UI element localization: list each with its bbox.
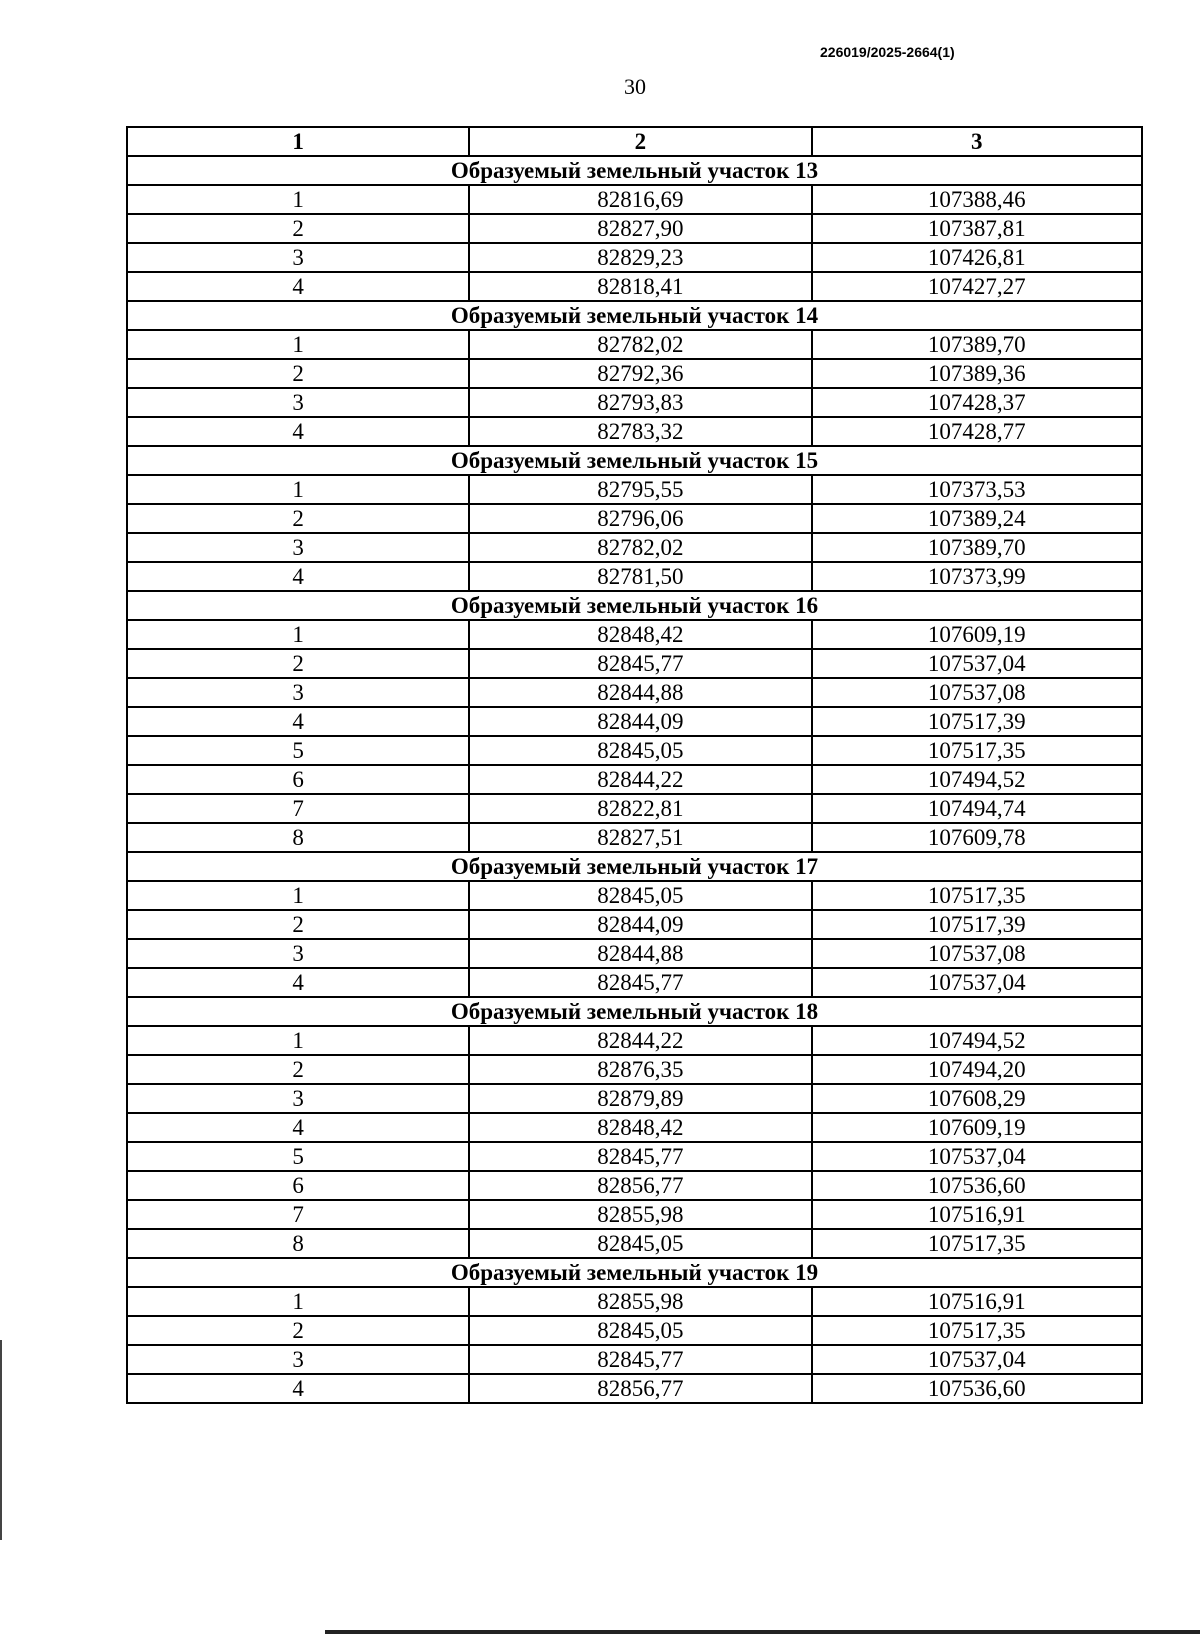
section-title: Образуемый земельный участок 15 (127, 446, 1142, 475)
table-row (127, 1200, 1142, 1229)
x-coordinate-cell: 82818,41 (469, 272, 811, 301)
point-number-cell: 4 (127, 968, 469, 997)
table-row (127, 794, 1142, 823)
table-row (127, 1171, 1142, 1200)
x-coordinate-cell: 82844,22 (469, 765, 811, 794)
y-coordinate-cell: 107517,35 (812, 1316, 1142, 1345)
point-number-cell: 1 (127, 185, 469, 214)
x-coordinate-cell: 82795,55 (469, 475, 811, 504)
y-coordinate-cell: 107373,53 (812, 475, 1142, 504)
y-coordinate-cell: 107609,78 (812, 823, 1142, 852)
table-row (127, 185, 1142, 214)
section-header-row (127, 301, 1142, 330)
point-number-cell: 3 (127, 939, 469, 968)
x-coordinate-cell: 82782,02 (469, 533, 811, 562)
table-row (127, 968, 1142, 997)
point-number-cell: 1 (127, 881, 469, 910)
table-row (127, 1229, 1142, 1258)
y-coordinate-cell: 107387,81 (812, 214, 1142, 243)
x-coordinate-cell: 82781,50 (469, 562, 811, 591)
y-coordinate-cell: 107609,19 (812, 1113, 1142, 1142)
y-coordinate-cell: 107517,35 (812, 1229, 1142, 1258)
table-row (127, 881, 1142, 910)
table-row (127, 1287, 1142, 1316)
table-row (127, 272, 1142, 301)
x-coordinate-cell: 82845,05 (469, 736, 811, 765)
point-number-cell: 2 (127, 649, 469, 678)
table-row (127, 1345, 1142, 1374)
point-number-cell: 3 (127, 1345, 469, 1374)
point-number-cell: 4 (127, 707, 469, 736)
point-number-cell: 6 (127, 1171, 469, 1200)
point-number-cell: 3 (127, 533, 469, 562)
x-coordinate-cell: 82848,42 (469, 1113, 811, 1142)
point-number-cell: 1 (127, 475, 469, 504)
point-number-cell: 2 (127, 910, 469, 939)
x-coordinate-cell: 82793,83 (469, 388, 811, 417)
section-title: Образуемый земельный участок 13 (127, 156, 1142, 185)
y-coordinate-cell: 107536,60 (812, 1374, 1142, 1403)
point-number-cell: 4 (127, 562, 469, 591)
table-row (127, 707, 1142, 736)
y-coordinate-cell: 107494,52 (812, 765, 1142, 794)
table-header-row (127, 127, 1142, 156)
point-number-cell: 4 (127, 417, 469, 446)
section-title: Образуемый земельный участок 16 (127, 591, 1142, 620)
y-coordinate-cell: 107517,35 (812, 881, 1142, 910)
point-number-cell: 6 (127, 765, 469, 794)
column-header: 3 (812, 127, 1142, 156)
section-header-row (127, 997, 1142, 1026)
y-coordinate-cell: 107373,99 (812, 562, 1142, 591)
point-number-cell: 3 (127, 1084, 469, 1113)
x-coordinate-cell: 82879,89 (469, 1084, 811, 1113)
x-coordinate-cell: 82827,51 (469, 823, 811, 852)
y-coordinate-cell: 107517,39 (812, 910, 1142, 939)
x-coordinate-cell: 82845,05 (469, 1316, 811, 1345)
y-coordinate-cell: 107428,77 (812, 417, 1142, 446)
x-coordinate-cell: 82844,09 (469, 910, 811, 939)
x-coordinate-cell: 82796,06 (469, 504, 811, 533)
x-coordinate-cell: 82845,77 (469, 649, 811, 678)
table-row (127, 533, 1142, 562)
x-coordinate-cell: 82792,36 (469, 359, 811, 388)
table-row (127, 678, 1142, 707)
y-coordinate-cell: 107537,08 (812, 939, 1142, 968)
x-coordinate-cell: 82855,98 (469, 1287, 811, 1316)
table-row (127, 504, 1142, 533)
x-coordinate-cell: 82844,88 (469, 939, 811, 968)
x-coordinate-cell: 82845,77 (469, 1142, 811, 1171)
y-coordinate-cell: 107537,04 (812, 1142, 1142, 1171)
table-row (127, 330, 1142, 359)
x-coordinate-cell: 82782,02 (469, 330, 811, 359)
table-row (127, 388, 1142, 417)
table-row (127, 1055, 1142, 1084)
table-row (127, 765, 1142, 794)
y-coordinate-cell: 107426,81 (812, 243, 1142, 272)
section-header-row (127, 446, 1142, 475)
x-coordinate-cell: 82845,05 (469, 1229, 811, 1258)
table-row (127, 1084, 1142, 1113)
column-header: 1 (127, 127, 469, 156)
table-row (127, 243, 1142, 272)
table-row (127, 1113, 1142, 1142)
y-coordinate-cell: 107389,24 (812, 504, 1142, 533)
table-row (127, 823, 1142, 852)
y-coordinate-cell: 107517,35 (812, 736, 1142, 765)
point-number-cell: 3 (127, 388, 469, 417)
x-coordinate-cell: 82844,88 (469, 678, 811, 707)
x-coordinate-cell: 82845,77 (469, 1345, 811, 1374)
point-number-cell: 4 (127, 1113, 469, 1142)
section-title: Образуемый земельный участок 17 (127, 852, 1142, 881)
y-coordinate-cell: 107427,27 (812, 272, 1142, 301)
y-coordinate-cell: 107608,29 (812, 1084, 1142, 1113)
y-coordinate-cell: 107537,08 (812, 678, 1142, 707)
x-coordinate-cell: 82855,98 (469, 1200, 811, 1229)
y-coordinate-cell: 107494,74 (812, 794, 1142, 823)
y-coordinate-cell: 107389,70 (812, 533, 1142, 562)
y-coordinate-cell: 107494,52 (812, 1026, 1142, 1055)
y-coordinate-cell: 107537,04 (812, 1345, 1142, 1374)
y-coordinate-cell: 107609,19 (812, 620, 1142, 649)
table-body (127, 156, 1142, 1403)
point-number-cell: 4 (127, 1374, 469, 1403)
point-number-cell: 1 (127, 1026, 469, 1055)
scan-edge-line (0, 1340, 2, 1540)
point-number-cell: 1 (127, 1287, 469, 1316)
x-coordinate-cell: 82783,32 (469, 417, 811, 446)
point-number-cell: 2 (127, 1316, 469, 1345)
x-coordinate-cell: 82816,69 (469, 185, 811, 214)
scan-edge-line (325, 1630, 1200, 1634)
table-row (127, 475, 1142, 504)
x-coordinate-cell: 82876,35 (469, 1055, 811, 1084)
x-coordinate-cell: 82845,05 (469, 881, 811, 910)
x-coordinate-cell: 82856,77 (469, 1171, 811, 1200)
x-coordinate-cell: 82856,77 (469, 1374, 811, 1403)
point-number-cell: 5 (127, 736, 469, 765)
point-number-cell: 5 (127, 1142, 469, 1171)
y-coordinate-cell: 107536,60 (812, 1171, 1142, 1200)
point-number-cell: 7 (127, 794, 469, 823)
y-coordinate-cell: 107516,91 (812, 1287, 1142, 1316)
table-row (127, 1026, 1142, 1055)
point-number-cell: 2 (127, 504, 469, 533)
x-coordinate-cell: 82844,22 (469, 1026, 811, 1055)
y-coordinate-cell: 107389,70 (812, 330, 1142, 359)
section-title: Образуемый земельный участок 18 (127, 997, 1142, 1026)
point-number-cell: 4 (127, 272, 469, 301)
y-coordinate-cell: 107537,04 (812, 968, 1142, 997)
x-coordinate-cell: 82822,81 (469, 794, 811, 823)
section-header-row (127, 156, 1142, 185)
x-coordinate-cell: 82827,90 (469, 214, 811, 243)
y-coordinate-cell: 107389,36 (812, 359, 1142, 388)
point-number-cell: 8 (127, 823, 469, 852)
table-row (127, 562, 1142, 591)
x-coordinate-cell: 82848,42 (469, 620, 811, 649)
table-row (127, 649, 1142, 678)
table-row (127, 910, 1142, 939)
y-coordinate-cell: 107537,04 (812, 649, 1142, 678)
column-header: 2 (469, 127, 811, 156)
x-coordinate-cell: 82845,77 (469, 968, 811, 997)
x-coordinate-cell: 82844,09 (469, 707, 811, 736)
table-row (127, 1142, 1142, 1171)
y-coordinate-cell: 107516,91 (812, 1200, 1142, 1229)
point-number-cell: 7 (127, 1200, 469, 1229)
point-number-cell: 2 (127, 359, 469, 388)
point-number-cell: 3 (127, 243, 469, 272)
table-row (127, 736, 1142, 765)
section-header-row (127, 852, 1142, 881)
table-row (127, 214, 1142, 243)
table-row (127, 1374, 1142, 1403)
point-number-cell: 8 (127, 1229, 469, 1258)
point-number-cell: 2 (127, 1055, 469, 1084)
section-title: Образуемый земельный участок 19 (127, 1258, 1142, 1287)
table-row (127, 939, 1142, 968)
point-number-cell: 3 (127, 678, 469, 707)
y-coordinate-cell: 107517,39 (812, 707, 1142, 736)
table-row (127, 359, 1142, 388)
section-header-row (127, 591, 1142, 620)
document-number: 226019/2025-2664(1) (820, 44, 955, 60)
coordinates-table (126, 126, 1143, 1404)
page-number: 30 (624, 74, 646, 99)
x-coordinate-cell: 82829,23 (469, 243, 811, 272)
y-coordinate-cell: 107388,46 (812, 185, 1142, 214)
y-coordinate-cell: 107428,37 (812, 388, 1142, 417)
y-coordinate-cell: 107494,20 (812, 1055, 1142, 1084)
table-row (127, 620, 1142, 649)
point-number-cell: 1 (127, 330, 469, 359)
table-row (127, 1316, 1142, 1345)
table-row (127, 417, 1142, 446)
section-header-row (127, 1258, 1142, 1287)
section-title: Образуемый земельный участок 14 (127, 301, 1142, 330)
point-number-cell: 2 (127, 214, 469, 243)
point-number-cell: 1 (127, 620, 469, 649)
